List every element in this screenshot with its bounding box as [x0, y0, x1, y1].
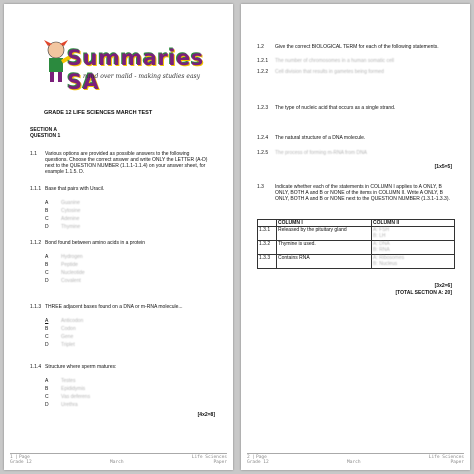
option-text: Epididymis	[61, 386, 86, 392]
footer-page-number: 2	[247, 455, 250, 460]
item-number: 1.1.4	[30, 364, 42, 370]
marks-allocation: [3x2=6]	[434, 283, 452, 289]
option-letter: D	[45, 342, 49, 348]
table-row	[258, 241, 455, 255]
footer-grade: Grade 12	[247, 460, 269, 465]
page-footer	[241, 453, 470, 466]
logo-wordmark: Summaries SA	[67, 46, 204, 94]
item-number: 1.1.1	[30, 186, 42, 192]
term-statement: The type of nucleic acid that occurs as a single strand.	[275, 105, 396, 111]
row-options	[372, 241, 455, 255]
option-a: A: FSH	[373, 227, 390, 233]
term-number: 1.2.1	[257, 58, 269, 64]
question-number: 1.3	[257, 184, 264, 190]
option-letter: C	[45, 394, 49, 400]
footer-paper: Paper	[450, 460, 464, 465]
term-number: 1.2.2	[257, 69, 269, 75]
table-row	[258, 227, 455, 241]
section-total: [TOTAL SECTION A: 20]	[395, 290, 452, 296]
footer-page-number: 1	[10, 455, 13, 460]
row-statement: Thymine is used.	[277, 241, 372, 255]
row-options	[372, 227, 455, 241]
matching-table	[257, 219, 455, 269]
footer-separator: |	[252, 455, 255, 460]
footer-grade: Grade 12	[10, 460, 32, 465]
option-letter: C	[45, 334, 49, 340]
option-text: Codon	[61, 326, 76, 332]
item-text: Bond found between amino acids in a protein	[45, 240, 146, 246]
option-text: Hydrogen	[61, 254, 83, 260]
row-statement: Contains RNA	[277, 255, 372, 269]
table-header-cell: COLUMN II	[372, 220, 455, 227]
option-letter: B	[45, 208, 49, 214]
row-options	[372, 255, 455, 269]
summaries-sa-logo	[41, 36, 204, 94]
document-page-1	[4, 4, 233, 470]
row-statement: Released by the pituitary gland	[277, 227, 372, 241]
item-text: Structure where sperm matures:	[45, 364, 117, 370]
question-number: 1.1	[30, 151, 37, 157]
row-number: 1.3.1	[258, 227, 277, 241]
item-number: 1.1.3	[30, 304, 42, 310]
option-text: Nucleotide	[61, 270, 85, 276]
section-heading: SECTION A	[30, 127, 58, 133]
question-instructions: Various options are provided as possible answers to the following questions. Choose the correct answer and write ONLY the LETTER (A-D) next to the QUESTION NUMBER (1.1.1-1.1.4) on your answer sheet, for example 1.1.5. D.	[45, 151, 208, 175]
option-letter: A	[45, 318, 49, 324]
option-text: Vas deferens	[61, 394, 91, 400]
option-letter: D	[45, 402, 49, 408]
option-text: Triplet	[61, 342, 75, 348]
footer-separator: |	[15, 455, 18, 460]
row-number: 1.3.3	[258, 255, 277, 269]
question-number: 1.2	[257, 44, 264, 50]
footer-page-word: Page	[256, 455, 267, 460]
option-text: Anticodon	[61, 318, 84, 324]
option-b: B: RNA	[373, 247, 390, 253]
table-row	[258, 255, 455, 269]
option-letter: A	[45, 200, 49, 206]
item-number: 1.1.2	[30, 240, 42, 246]
option-a: A: DNA	[373, 241, 390, 247]
item-text: THREE adjacent bases found on a DNA or m-RNA molecule...	[45, 304, 183, 310]
item-text: Base that pairs with Uracil.	[45, 186, 105, 192]
test-title: GRADE 12 LIFE SCIENCES MARCH TEST	[44, 110, 153, 116]
table-header-row	[258, 220, 455, 227]
option-text: Adenine	[61, 216, 80, 222]
row-number: 1.3.2	[258, 241, 277, 255]
footer-subject: Life Sciences	[191, 455, 227, 460]
option-text: Covalent	[61, 278, 81, 284]
option-letter: B	[45, 262, 49, 268]
table-header-cell: COLUMN I	[277, 220, 372, 227]
document-page-2	[241, 4, 470, 470]
option-letter: D	[45, 278, 49, 284]
footer-month: March	[347, 460, 361, 465]
term-statement: The natural structure of a DNA molecule.	[275, 135, 366, 141]
footer-page-word: Page	[19, 455, 30, 460]
option-text: Testes	[61, 378, 76, 384]
option-letter: C	[45, 270, 49, 276]
option-text: Peptide	[61, 262, 78, 268]
option-a: A: Ribosomes	[373, 255, 405, 261]
question-instructions: Give the correct BIOLOGICAL TERM for each of the following statements.	[275, 44, 439, 50]
footer-month: March	[110, 460, 124, 465]
question-heading: QUESTION 1	[30, 133, 61, 139]
marks-allocation: [4x2=8]	[197, 412, 215, 418]
option-letter: B	[45, 386, 49, 392]
option-text: Urethra	[61, 402, 78, 408]
option-letter: B	[45, 326, 49, 332]
option-text: Gene	[61, 334, 74, 340]
marks-allocation: [1x5=5]	[434, 164, 452, 170]
option-text: Cytosine	[61, 208, 81, 214]
option-b: B: LH	[373, 233, 386, 239]
page-footer	[4, 453, 233, 466]
option-letter: C	[45, 216, 49, 222]
logo-tagline: mind over malid - making studies easy	[83, 73, 201, 80]
question-instructions: Indicate whether each of the statements in COLUMN I applies to A ONLY, B ONLY, BOTH A and B or NONE of the items in COLUMN II. Write A ONLY, B ONLY, BOTH A and B or NONE next to the QUESTION NUMBER (1.3.1-1.3.3).	[275, 184, 450, 202]
option-letter: D	[45, 224, 49, 230]
term-statement: Cell division that results in gametes being formed	[275, 69, 384, 75]
table-header-cell	[258, 220, 277, 227]
term-number: 1.2.3	[257, 105, 269, 111]
term-number: 1.2.4	[257, 135, 269, 141]
option-letter: A	[45, 378, 49, 384]
term-statement: The number of chromosomes in a human somatic cell	[275, 58, 394, 64]
option-text: Guanine	[61, 200, 80, 206]
option-text: Thymine	[61, 224, 81, 230]
footer-subject: Life Sciences	[428, 455, 464, 460]
option-letter: A	[45, 254, 49, 260]
option-b: B: Nucleus	[373, 261, 398, 267]
footer-paper: Paper	[213, 460, 227, 465]
term-statement: The process of forming m-RNA from DNA	[275, 150, 367, 156]
term-number: 1.2.5	[257, 150, 269, 156]
